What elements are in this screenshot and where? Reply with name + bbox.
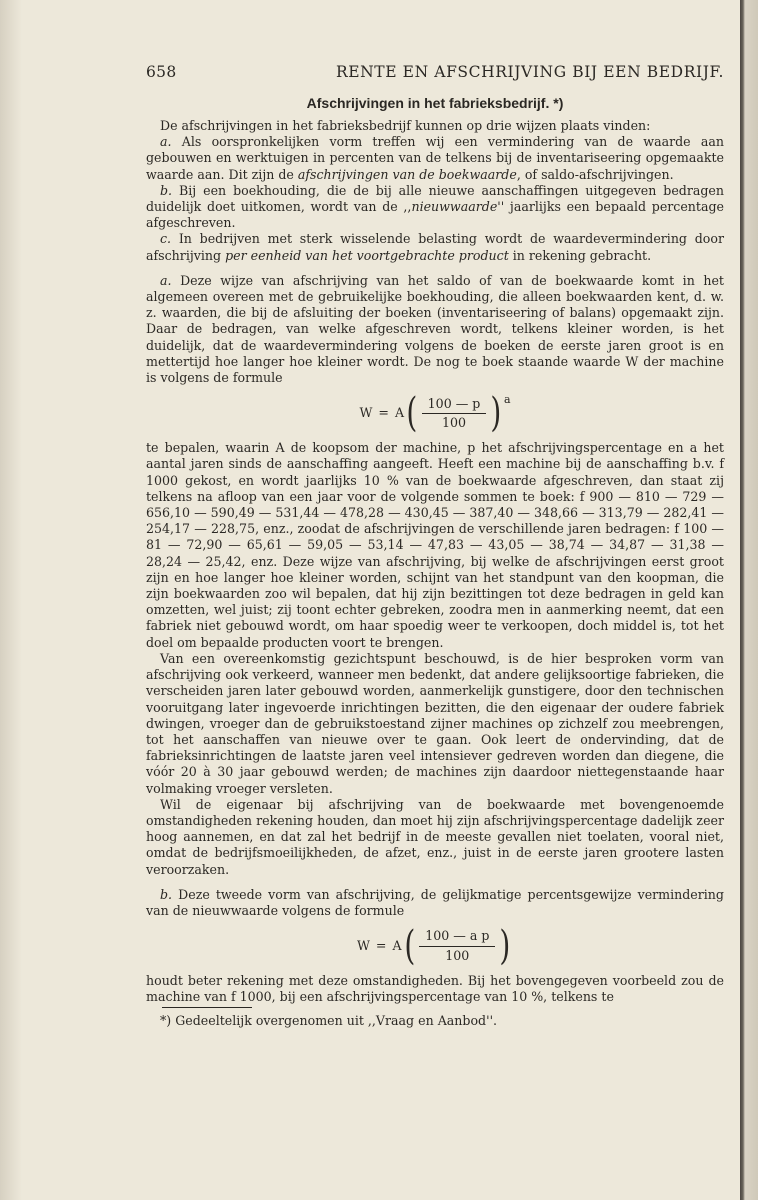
page-edge — [0, 0, 22, 1200]
list-item-c: c. In bedrijven met sterk wisselende belasting wordt de waardevermindering door afschrijving per eenheid van het voortgebrachte product in rekening gebracht. — [146, 231, 724, 263]
list-item-a: a. Als oorspronkelijken vorm treffen wij een vermindering van de waarde aan gebouwen en werktuigen in percenten van de telkens bij de inventariseering opgemaakte waarde aan. Dit zijn de afschrijvingen van de boekwaarde, of saldo-afschrijvingen. — [146, 134, 724, 182]
formula-exponent: a — [503, 393, 511, 407]
article-body — [146, 118, 724, 1006]
section-b-paragraph: b. Deze tweede vorm van afschrijving, de gelijkmatige percentsgewijze vermindering van de nieuwwaarde volgens de formule — [146, 886, 724, 918]
formula-boekwaarde: W = A ( $\frac{100 — p}{100}$ ) a — [359, 390, 511, 437]
list-label: c. — [160, 231, 172, 247]
paragraph-continuation: houdt beter rekening met deze omstandigheden. Bij het bovengegeven voorbeeld zou de machine van f 1000, bij een afschrijvingspercentage van 10 %, telkens te — [146, 973, 724, 1005]
footnote-divider — [162, 1007, 252, 1008]
emphasis: nieuwwaarde — [411, 199, 498, 215]
page-number: 658 — [146, 63, 177, 81]
formula-fraction: $\frac{100 — p}{100}$ — [422, 396, 487, 431]
formula-nieuwwaarde: W = A ( $\frac{\text{100 — a p}}{100}$ ) — [356, 923, 511, 970]
book-gutter — [740, 0, 758, 1200]
section-label: a. — [160, 272, 172, 288]
footnote: *) Gedeeltelijk overgenomen uit ,,Vraag en Aanbod''. — [160, 1013, 498, 1028]
paragraph-2: Van een overeenkomstig gezichtspunt beschouwd, is de hier besproken vorm van afschrijving ook verkeerd, wanneer men bedenkt, dat andere gelijksoortige fabrieken, die verscheiden jaren later gebouwd worden, aanmerkelijk gunstigere, door den technischen vooruitgang later ingevoerde inrichtingen bezitten, die den eigenaar der oudere fabriek dwingen, vroeger dan de gebruikstoestand zijner machines op zichzelf zou meebrengen, tot het aanschaffen van nieuwe over te gaan. Ook leert de ondervinding, dat de fabrieksinrichtingen de laatste jaren veel intensiever gedreven worden dan diegene, die vóór 20 à 30 jaar gebouwd werden; de machines zijn daardoor niettegenstaande haar volmaking vroeger versleten. — [146, 650, 724, 796]
article-title: Afschrijvingen in het fabrieksbedrijf. *) — [306, 95, 564, 111]
emphasis: afschrijvingen van de boekwaarde — [297, 166, 517, 182]
list-label: b. — [160, 182, 173, 198]
emphasis: per eenheid van het voortgebrachte product — [225, 247, 509, 263]
list-label: a. — [160, 134, 172, 150]
paragraph-3: Wil de eigenaar bij afschrijving van de boekwaarde met bovengenoemde omstandigheden rekening houden, dan moet hij zijn afschrijvingspercentage dadelijk zeer hoog aannemen, en dat zal het bedrijf in de meeste gevallen niet toelaten, vooral niet, omdat de bedrijfsmoeilijkheden, de afzet, enz., juist in de eerste jaren grootere lasten veroorzaken. — [146, 796, 724, 877]
paragraph-example: te bepalen, waarin A de koopsom der machine, p het afschrijvingspercentage en a het aantal jaren sinds de aanschaffing aangeeft. Heeft een machine bij de aanschaffing b.v. f 1000 gekost, en wordt jaarlijks 10 % van de boekwaarde afgeschreven, dan staat zij telkens na afloop van een jaar voor de volgende sommen te boek: f 900 — 810 — 729 — 656,10 — 590,49 — 531,44 — 478,28 — 430,45 — 387,40 — 348,66 — 313,79 — 282,41 — 254,17 — 228,75, enz., zoodat de afschrijvingen de verschillende jaren bedragen: f 100 — 81 — 72,90 — 65,61 — 59,05 — 53,14 — 47,83 — 43,05 — 38,74 — 34,87 — 31,38 — 28,24 — 25,42, enz. Deze wijze van afschrijving, bij welke de afschrijvingen eerst groot zijn en hoe langer hoe kleiner worden, schijnt van het standpunt van den koopman, die zijn boekwaarden zoo wil bepalen, dat hij zijn bezittingen tot deze bedragen in geld kan omzetten, wel juist; zij toont echter gebreken, zoodra men in aanmerking neemt, dat een fabriek niet gebouwd wordt, om haar spoedig weer te verkoopen, doch middel is, tot het doel om bepaalde producten voort te brengen. — [146, 440, 724, 650]
list-item-b: b. Bij een boekhouding, die de bij alle nieuwe aanschaffingen uitgegeven bedragen duidelijk doet uitkomen, wordt van de ,,nieuwwaarde'' jaarlijks een bepaald percentage afgeschreven. — [146, 182, 724, 231]
intro-paragraph: De afschrijvingen in het fabrieksbedrijf kunnen op drie wijzen plaats vinden: — [160, 118, 651, 133]
running-title: RENTE EN AFSCHRIJVING BIJ EEN BEDRIJF. — [335, 63, 724, 81]
section-a-paragraph: a. Deze wijze van afschrijving van het saldo of van de boekwaarde komt in het algemeen overeen met de gebruikelijke boekhouding, die alleen boekwaarden kent, d. w. z. waarden, die bij de afsluiting der boeken (inventariseering of balans) opgemaakt zijn. Daar de bedragen, van welke afgeschreven wordt, telkens kleiner worden, is het duidelijk, dat de waardevermindering volgens de boeken de eerste jaren groot is en mettertijd hoe langer hoe kleiner wordt. De nog te boek staande waarde W der machine is volgens de formule — [146, 272, 724, 386]
section-label: b. — [160, 886, 173, 902]
formula-fraction: $\frac{\text{100 — a p}}{100}$ — [419, 928, 495, 963]
